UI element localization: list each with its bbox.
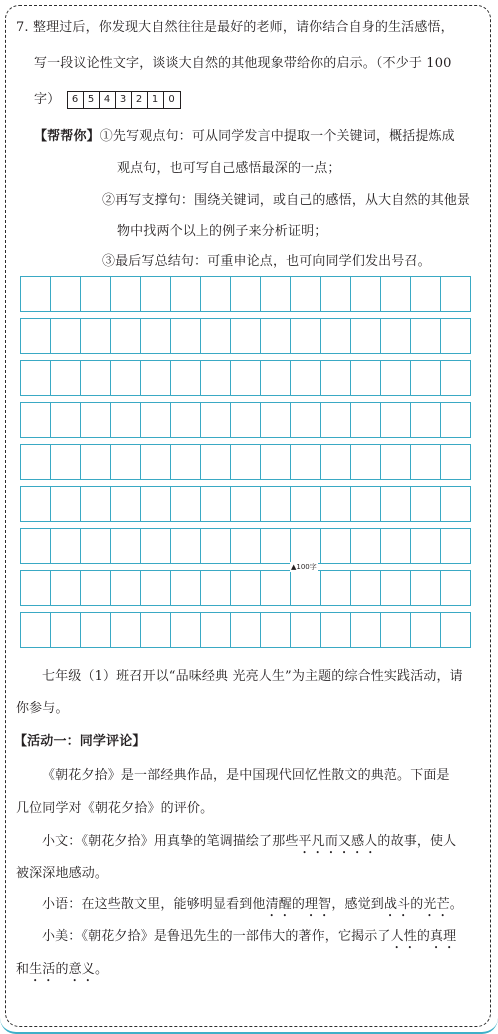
grid-cell[interactable] bbox=[111, 277, 141, 311]
grid-cell[interactable] bbox=[171, 571, 201, 605]
grid-cell[interactable] bbox=[21, 613, 51, 647]
help-tip-3: ③最后写总结句：可重申论点，也可向同学们发出号召。 bbox=[102, 254, 431, 269]
grid-cell[interactable] bbox=[141, 361, 171, 395]
grid-row bbox=[20, 402, 471, 438]
grid-cell[interactable] bbox=[261, 445, 291, 479]
question-word-count-suffix: 字） bbox=[34, 92, 61, 107]
question-line-3 bbox=[34, 88, 181, 109]
grid-cell[interactable] bbox=[21, 445, 51, 479]
grid-cell[interactable] bbox=[111, 361, 141, 395]
xiaoyu-emphasis: 清醒 bbox=[265, 897, 292, 912]
grid-cell[interactable] bbox=[291, 529, 321, 563]
activity-1-paragraph-line-2: 几位同学对《朝花夕拾》的评价。 bbox=[16, 801, 214, 816]
xiaowen-comment-line-2: 被深深地感动。 bbox=[16, 866, 109, 881]
grid-cell[interactable] bbox=[441, 445, 470, 479]
grid-cell[interactable] bbox=[231, 571, 261, 605]
grid-cell[interactable] bbox=[21, 361, 51, 395]
grid-cell[interactable] bbox=[411, 613, 441, 647]
grid-cell[interactable] bbox=[201, 319, 231, 353]
grid-cell[interactable] bbox=[51, 445, 81, 479]
grid-cell[interactable] bbox=[351, 277, 381, 311]
xiaoyu-text: 的 bbox=[291, 897, 306, 912]
grid-cell[interactable] bbox=[321, 613, 351, 647]
grid-cell[interactable] bbox=[261, 277, 291, 311]
xiaowen-comment-line-1 bbox=[42, 830, 456, 857]
intro-line-2: 你参与。 bbox=[16, 701, 69, 716]
grid-row bbox=[20, 612, 471, 648]
score-box[interactable]: 5 bbox=[84, 92, 100, 108]
grid-cell[interactable] bbox=[201, 361, 231, 395]
grid-cell[interactable] bbox=[171, 529, 201, 563]
grid-cell[interactable] bbox=[21, 319, 51, 353]
grid-cell[interactable] bbox=[201, 445, 231, 479]
grid-cell[interactable] bbox=[171, 445, 201, 479]
grid-cell[interactable] bbox=[321, 445, 351, 479]
grid-cell[interactable] bbox=[171, 277, 201, 311]
grid-cell[interactable] bbox=[111, 403, 141, 437]
help-tip-2-line-1: ②再写支撑句：围绕关键词，或自己的感悟，从大自然的其他景 bbox=[102, 193, 471, 208]
xiaomei-emphasis: 意义 bbox=[68, 962, 95, 977]
grid-cell[interactable] bbox=[291, 361, 321, 395]
help-tip-1-text: ①先写观点句：可从同学发言中提取一个关键词，概括提炼成 bbox=[99, 129, 455, 144]
xiaomei-text: 。 bbox=[94, 962, 109, 977]
grid-cell[interactable] bbox=[381, 613, 411, 647]
grid-cell[interactable] bbox=[201, 277, 231, 311]
grid-cell[interactable] bbox=[141, 487, 171, 521]
grid-cell[interactable] bbox=[351, 487, 381, 521]
grid-cell[interactable] bbox=[81, 277, 111, 311]
grid-cell[interactable] bbox=[51, 613, 81, 647]
grid-cell[interactable] bbox=[441, 613, 470, 647]
grid-cell[interactable] bbox=[21, 571, 51, 605]
grid-cell[interactable] bbox=[231, 277, 261, 311]
grid-cell[interactable] bbox=[111, 487, 141, 521]
grid-cell[interactable] bbox=[381, 277, 411, 311]
xiaowen-text: 小文：《朝花夕拾》用真挚的笔调描绘了那些 bbox=[42, 834, 299, 849]
xiaoyu-comment bbox=[42, 893, 463, 920]
grid-cell[interactable] bbox=[381, 487, 411, 521]
grid-cell[interactable] bbox=[21, 487, 51, 521]
grid-cell[interactable] bbox=[351, 613, 381, 647]
activity-1-paragraph-line-1: 《朝花夕拾》是一部经典作品，是中国现代回忆性散文的典范。下面是 bbox=[42, 768, 450, 783]
grid-cell[interactable] bbox=[111, 613, 141, 647]
grid-cell[interactable] bbox=[231, 529, 261, 563]
grid-cell[interactable] bbox=[231, 487, 261, 521]
grid-cell[interactable] bbox=[411, 571, 441, 605]
grid-cell[interactable] bbox=[351, 571, 381, 605]
grid-row bbox=[20, 318, 471, 354]
grid-cell[interactable] bbox=[231, 319, 261, 353]
word-count-marker: ▲100字 bbox=[291, 563, 317, 571]
xiaomei-text: 小美：《朝花夕拾》是鲁迅先生的一部伟大的著作，它揭示了 bbox=[42, 929, 391, 944]
grid-cell[interactable] bbox=[351, 319, 381, 353]
grid-cell[interactable] bbox=[261, 361, 291, 395]
grid-cell[interactable] bbox=[321, 571, 351, 605]
xiaomei-emphasis: 真理 bbox=[430, 929, 457, 944]
grid-cell[interactable] bbox=[261, 319, 291, 353]
grid-cell[interactable] bbox=[261, 529, 291, 563]
grid-row bbox=[20, 570, 471, 606]
grid-cell[interactable] bbox=[171, 403, 201, 437]
help-tip-1-line-1 bbox=[34, 125, 455, 144]
xiaomei-comment-line-2 bbox=[16, 958, 108, 985]
grid-cell[interactable] bbox=[411, 487, 441, 521]
grid-cell[interactable] bbox=[411, 403, 441, 437]
grid-cell[interactable] bbox=[411, 361, 441, 395]
grid-cell[interactable] bbox=[291, 487, 321, 521]
grid-cell[interactable] bbox=[411, 277, 441, 311]
grid-cell[interactable] bbox=[111, 319, 141, 353]
xiaomei-comment-line-1 bbox=[42, 925, 456, 952]
grid-row bbox=[20, 360, 471, 396]
score-box[interactable]: 4 bbox=[100, 92, 116, 108]
score-box[interactable]: 6 bbox=[68, 92, 84, 108]
grid-cell[interactable] bbox=[231, 613, 261, 647]
grid-cell[interactable] bbox=[321, 403, 351, 437]
grid-cell[interactable] bbox=[141, 319, 171, 353]
grid-cell[interactable] bbox=[441, 403, 470, 437]
grid-cell[interactable] bbox=[201, 529, 231, 563]
grid-cell[interactable] bbox=[321, 487, 351, 521]
grid-cell[interactable] bbox=[81, 571, 111, 605]
xiaowen-text: 的故事，使人 bbox=[377, 834, 457, 849]
grid-cell[interactable] bbox=[141, 277, 171, 311]
grid-cell[interactable] bbox=[351, 529, 381, 563]
grid-cell[interactable] bbox=[51, 571, 81, 605]
grid-cell[interactable] bbox=[321, 361, 351, 395]
help-tip-1-line-2: 观点句，也可写自己感悟最深的一点； bbox=[117, 161, 341, 176]
grid-cell[interactable] bbox=[81, 613, 111, 647]
xiaomei-text: 的 bbox=[55, 962, 69, 977]
grid-cell[interactable] bbox=[231, 445, 261, 479]
grid-cell[interactable] bbox=[381, 571, 411, 605]
grid-cell[interactable] bbox=[81, 487, 111, 521]
grid-cell[interactable] bbox=[201, 613, 231, 647]
grid-cell[interactable] bbox=[261, 613, 291, 647]
grid-cell[interactable] bbox=[411, 445, 441, 479]
grid-cell[interactable] bbox=[141, 613, 171, 647]
xiaoyu-text: 小语：在这些散文里，能够明显看到他 bbox=[42, 897, 266, 912]
grid-cell[interactable] bbox=[381, 361, 411, 395]
grid-row bbox=[20, 444, 471, 480]
grid-cell[interactable] bbox=[171, 613, 201, 647]
grid-cell[interactable] bbox=[51, 361, 81, 395]
grid-cell[interactable] bbox=[111, 445, 141, 479]
grid-cell[interactable] bbox=[291, 277, 321, 311]
grid-cell[interactable] bbox=[81, 361, 111, 395]
grid-cell[interactable] bbox=[231, 361, 261, 395]
grid-cell[interactable] bbox=[321, 277, 351, 311]
grid-cell[interactable] bbox=[111, 571, 141, 605]
score-box[interactable]: 1 bbox=[148, 92, 164, 108]
xiaomei-emphasis: 生活 bbox=[29, 962, 56, 977]
grid-cell[interactable] bbox=[441, 529, 470, 563]
grid-cell[interactable] bbox=[351, 361, 381, 395]
grid-cell[interactable] bbox=[441, 487, 470, 521]
grid-cell[interactable] bbox=[201, 487, 231, 521]
grid-cell[interactable] bbox=[381, 529, 411, 563]
grid-cell[interactable] bbox=[111, 529, 141, 563]
xiaoyu-text: 。 bbox=[449, 897, 463, 912]
grid-cell[interactable] bbox=[381, 319, 411, 353]
grid-cell[interactable] bbox=[51, 529, 81, 563]
grid-cell[interactable] bbox=[51, 487, 81, 521]
grid-cell[interactable] bbox=[291, 613, 321, 647]
grid-row bbox=[20, 486, 471, 522]
xiaowen-emphasis: 平凡而又感人 bbox=[298, 834, 378, 849]
intro-line-1: 七年级（1）班召开以“品味经典 光亮人生”为主题的综合性实践活动，请 bbox=[42, 669, 463, 684]
grid-cell[interactable] bbox=[21, 277, 51, 311]
grid-cell[interactable] bbox=[51, 277, 81, 311]
score-box[interactable]: 3 bbox=[116, 92, 132, 108]
grid-cell[interactable] bbox=[441, 361, 470, 395]
score-box[interactable]: 0 bbox=[168, 93, 175, 105]
grid-cell[interactable] bbox=[351, 403, 381, 437]
xiaoyu-emphasis: 战斗 bbox=[383, 897, 411, 912]
grid-cell[interactable] bbox=[291, 319, 321, 353]
xiaomei-emphasis: 人性 bbox=[390, 929, 417, 944]
grid-cell[interactable] bbox=[171, 487, 201, 521]
grid-cell[interactable] bbox=[411, 319, 441, 353]
grid-cell[interactable] bbox=[81, 529, 111, 563]
grid-cell[interactable] bbox=[81, 445, 111, 479]
grid-cell[interactable] bbox=[441, 571, 470, 605]
score-boxes bbox=[67, 91, 181, 109]
grid-cell[interactable] bbox=[51, 319, 81, 353]
xiaoyu-text: 的 bbox=[410, 897, 424, 912]
grid-cell[interactable] bbox=[261, 571, 291, 605]
grid-cell[interactable] bbox=[291, 403, 321, 437]
grid-cell[interactable] bbox=[321, 319, 351, 353]
grid-cell[interactable] bbox=[381, 403, 411, 437]
help-tip-2-line-2: 物中找两个以上的例子来分析证明； bbox=[117, 224, 328, 239]
grid-cell[interactable] bbox=[141, 445, 171, 479]
xiaomei-text: 的 bbox=[416, 929, 431, 944]
grid-cell[interactable] bbox=[141, 403, 171, 437]
grid-cell[interactable] bbox=[411, 529, 441, 563]
activity-1-heading: 【活动一：同学评论】 bbox=[14, 734, 146, 749]
grid-cell[interactable] bbox=[231, 403, 261, 437]
xiaoyu-emphasis: 光芒 bbox=[423, 897, 450, 912]
grid-cell[interactable] bbox=[201, 403, 231, 437]
help-label: 【帮帮你】 bbox=[34, 129, 100, 144]
xiaoyu-text: ，感觉到 bbox=[331, 897, 384, 912]
grid-cell[interactable] bbox=[261, 487, 291, 521]
grid-cell[interactable] bbox=[261, 403, 291, 437]
grid-row bbox=[20, 528, 471, 564]
grid-cell[interactable] bbox=[321, 529, 351, 563]
xiaomei-text: 和 bbox=[16, 962, 30, 977]
grid-cell[interactable] bbox=[171, 361, 201, 395]
grid-cell[interactable] bbox=[81, 403, 111, 437]
grid-cell[interactable] bbox=[291, 571, 321, 605]
grid-cell[interactable] bbox=[141, 571, 171, 605]
question-line-1: 7. 整理过后，你发现大自然往往是最好的老师，请你结合自身的生活感悟， bbox=[16, 20, 454, 35]
score-box[interactable]: 2 bbox=[132, 92, 148, 108]
grid-cell[interactable] bbox=[81, 319, 111, 353]
grid-cell[interactable] bbox=[51, 403, 81, 437]
question-line-2: 写一段议论性文字，谈谈大自然的其他现象带给你的启示。（不少于 100 bbox=[34, 56, 452, 71]
grid-cell[interactable] bbox=[381, 445, 411, 479]
grid-cell[interactable] bbox=[441, 277, 470, 311]
grid-cell[interactable] bbox=[21, 529, 51, 563]
grid-cell[interactable] bbox=[171, 319, 201, 353]
grid-row bbox=[20, 276, 471, 312]
grid-cell[interactable] bbox=[291, 445, 321, 479]
grid-cell[interactable] bbox=[351, 445, 381, 479]
grid-cell[interactable] bbox=[141, 529, 171, 563]
grid-cell[interactable] bbox=[201, 571, 231, 605]
page-bottom-edge bbox=[0, 1018, 498, 1034]
grid-cell[interactable] bbox=[441, 319, 470, 353]
xiaoyu-emphasis: 理智 bbox=[305, 897, 332, 912]
grid-cell[interactable] bbox=[21, 403, 51, 437]
